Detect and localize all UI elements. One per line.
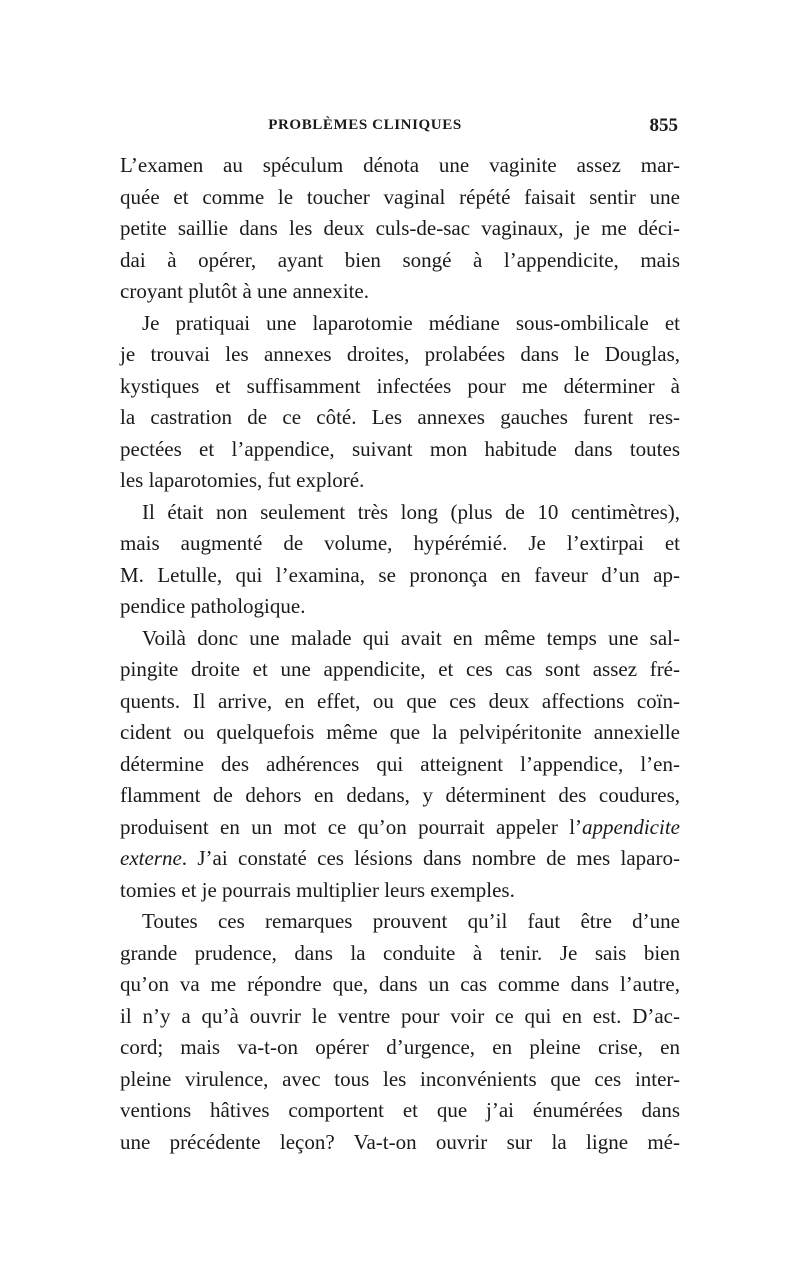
text-line: cident ou quelquefois même que la pelvipéritonite annexielle: [120, 720, 680, 744]
text-line: détermine des adhérences qui atteignent l’appendice, l’en-: [120, 751, 680, 776]
text-line: il n’y a qu’à ouvrir le ventre pour voir ce qui en est. D’ac-: [120, 1003, 680, 1028]
text-line: une précédente leçon? Va-t-on ouvrir sur la ligne mé-: [120, 1129, 680, 1154]
text-line: Voilà donc une malade qui avait en même temps une sal-: [142, 625, 680, 650]
text-line: dai à opérer, ayant bien songé à l’appendicite, mais: [120, 247, 680, 272]
text-line: les laparotomies, fut exploré.: [120, 468, 365, 492]
text-line: tomies et je pourrais multiplier leurs exemples.: [120, 877, 515, 902]
text-line: Toutes ces remarques prouvent qu’il faut être d’une: [142, 909, 680, 933]
text-line: pingite droite et une appendicite, et ces cas sont assez fré-: [120, 657, 680, 681]
text-line: pectées et l’appendice, suivant mon habitude dans toutes: [120, 436, 680, 461]
text-run: . J’ai constaté ces lésions dans nombre de mes laparo-: [181, 846, 680, 870]
italic-term: appendicite: [582, 814, 680, 839]
text-line: quée et comme le toucher vaginal répété faisait sentir une: [120, 184, 680, 209]
page-number: 855: [649, 115, 678, 136]
text-line: qu’on va me répondre que, dans un cas comme dans l’autre,: [120, 972, 680, 996]
text-line: la castration de ce côté. Les annexes gauches furent res-: [120, 405, 680, 429]
text-line: cord; mais va-t-on opérer d’urgence, en pleine crise, en: [120, 1035, 680, 1059]
text-line: croyant plutôt à une annexite.: [120, 279, 369, 303]
text-line: petite saillie dans les deux culs-de-sac vaginaux, je me déci-: [120, 216, 680, 240]
text-line: ventions hâtives comportent et que j’ai énumérées dans: [120, 1098, 680, 1122]
text-line: kystiques et suffisamment infectées pour me déterminer à: [120, 373, 680, 398]
text-line: flamment de dehors en dedans, y déterminent des coudures,: [120, 783, 680, 807]
text-line: pleine virulence, avec tous les inconvénients que ces inter-: [120, 1066, 680, 1091]
running-head: [120, 117, 680, 141]
text-line: mais augmenté de volume, hypérémié. Je l’extirpai et: [120, 531, 680, 555]
text-line: pendice pathologique.: [120, 594, 306, 618]
text-line: quents. Il arrive, en effet, ou que ces deux affections coïn-: [120, 688, 680, 713]
text-line: je trouvai les annexes droites, prolabées dans le Douglas,: [120, 342, 680, 366]
text-line: [120, 843, 680, 875]
text-line: L’examen au spéculum dénota une vaginite assez mar-: [120, 153, 680, 177]
italic-term: externe: [120, 846, 182, 870]
text-line: Il était non seulement très long (plus de 10 centimètres),: [142, 499, 680, 524]
body-text: [120, 150, 680, 1158]
text-run: produisent en un mot ce qu’on pourrait appeler l’: [120, 814, 583, 839]
text-line: Je pratiquai une laparotomie médiane sous-ombilicale et: [142, 310, 680, 335]
text-line: grande prudence, dans la conduite à tenir. Je sais bien: [120, 940, 680, 965]
text-line: M. Letulle, qui l’examina, se prononça en faveur d’un ap-: [120, 562, 680, 587]
running-title: PROBLÈMES CLINIQUES: [268, 117, 462, 133]
text-line: [120, 812, 680, 844]
